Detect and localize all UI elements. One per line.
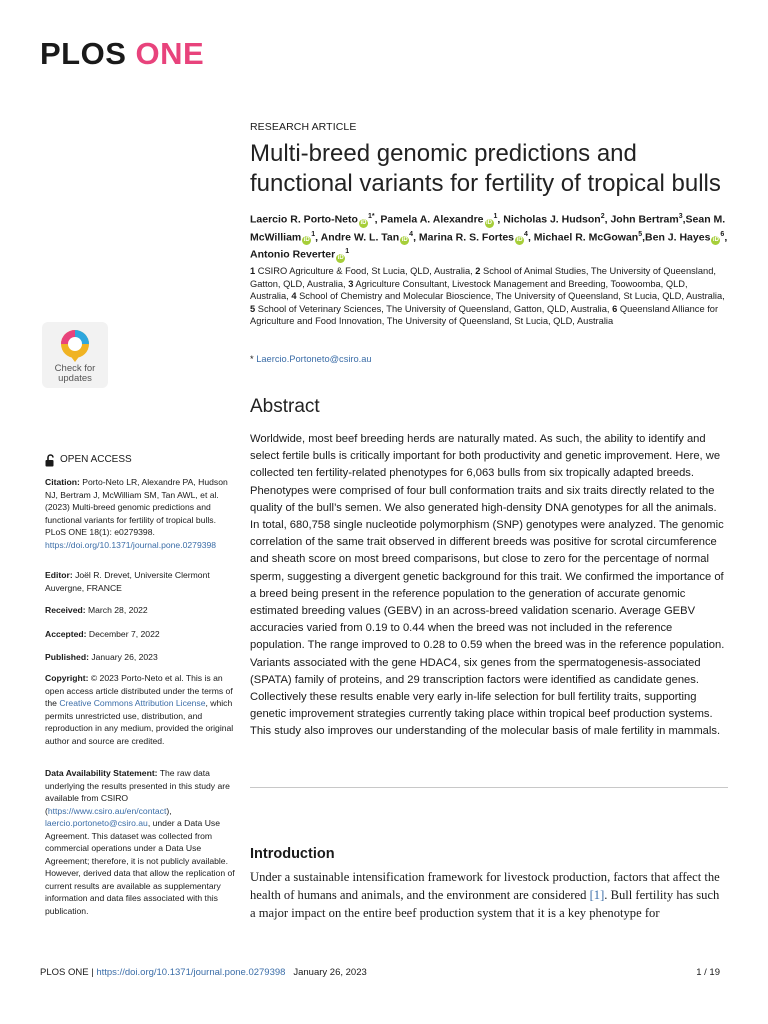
open-access [45, 454, 235, 467]
orcid-icon[interactable]: iD [337, 254, 344, 261]
received-label: Received: [45, 605, 86, 615]
published-label: Published: [45, 652, 89, 662]
citation-block [45, 476, 235, 551]
orcid-icon[interactable]: iD [712, 237, 719, 243]
author-separator: , [374, 213, 381, 226]
editor-label: Editor: [45, 570, 73, 580]
orcid-icon[interactable]: iD [303, 237, 310, 243]
affiliation-text: School of Chemistry and Molecular Bioscience, The University of Queensland, St Lucia, QLD, Australia, [296, 291, 725, 302]
author-separator: , [682, 213, 686, 226]
intro-text-after: . Bull fertility has such a major impact on the entire beef production system that it is a key phenotype for [250, 888, 720, 920]
affiliation-number: 5 [250, 303, 256, 314]
check-for-updates-label[interactable] [42, 364, 108, 384]
author-name[interactable]: Ben J. Hayes [645, 231, 711, 243]
check-for-updates-line2: updates [58, 373, 92, 384]
orcid-icon[interactable]: iD [516, 237, 523, 243]
corresponding-mark: * [250, 354, 254, 364]
copyright-text-b: , which permits unrestricted use, distribution, and reproduction in any medium, provided the original author and source are credited. [45, 698, 234, 746]
author-separator: , [604, 213, 611, 226]
affiliation-number: 6 [612, 303, 618, 314]
journal-logo [40, 36, 204, 72]
author-separator: , [527, 231, 534, 243]
open-lock-icon [45, 454, 56, 467]
reference-link-1[interactable]: [1] [589, 888, 605, 902]
section-divider [250, 787, 728, 788]
received-value: March 28, 2022 [85, 605, 148, 615]
author-name[interactable]: Marina R. S. Fortes [418, 231, 515, 243]
author-name[interactable]: Sean M. McWilliam [250, 213, 726, 243]
page-number: 1 / 19 [696, 967, 720, 978]
page-footer [40, 967, 367, 978]
footer-doi-link[interactable]: https://doi.org/10.1371/journal.pone.0279398 [96, 967, 286, 978]
data-availability-text-a: The raw data underlying the results presented in this study are available from CSIRO ( [45, 768, 230, 816]
accepted-date [45, 628, 235, 641]
abstract-text: Worldwide, most beef breeding herds are naturally mated. As such, the ability to identify and select fertile bulls is critically important for both productivity and genetic improvement. Here, we collected ten fertility-related phenotypes for 6,063 bulls from six tropically adapted breeds. Phenotypes were comprised of four bull conformation traits and six traits directly related to the quality of the bull’s semen. We also generated high-density DNA genotypes for all the animals. In total, 680,758 single nucleotide polymorphism (SNP) genotypes were analyzed. The genomic correlation of the same trait observed in different breeds was positive for scrotal circumference and sheath score on most breed comparisons, but close to zero for the percentage of normal sperm, suggesting a divergent genetic background for this trait. We confirmed the importance of a breed being present in the reference population to the generation of accurate genomic estimated breeding values (GEBV) in an across-breed validation scenario. Average GEBV accuracies varied from 0.19 to 0.44 when the breed was not included in the reference population. The range improved to 0.28 to 0.59 when the breed was in the reference population. Variants associated with the gene HDAC4, six genes from the spermatogenesis-associated (SPATA) family of proteins, and 29 transcription factors were identified as candidate genes. Collectively these results enable very early in-life selection for bull fertility traits, supporting genetic improvement strategies currently taking place within tropical beef production systems. This study also improves our understanding of the molecular basis of male fertility in mammals. [250, 433, 725, 738]
author-affiliation-marker: 2 [600, 213, 605, 220]
affiliations [250, 265, 728, 328]
published-date [45, 651, 235, 664]
accepted-label: Accepted: [45, 629, 87, 639]
introduction-text [250, 868, 728, 922]
article-type: RESEARCH ARTICLE [250, 121, 357, 133]
copyright-text-a: © 2023 Porto-Neto et al. This is an open access article distributed under the terms of the [45, 673, 233, 708]
author-separator: , [413, 231, 419, 243]
affiliation-text: School of Animal Studies, The University of Queensland, Gatton, QLD, Australia, [250, 266, 716, 289]
author-affiliation-marker: 6 [720, 230, 725, 238]
orcid-icon[interactable]: iD [486, 219, 493, 226]
abstract-heading: Abstract [250, 396, 320, 417]
data-availability-text-b: ), [166, 805, 172, 816]
orcid-icon[interactable]: iD [401, 237, 408, 243]
affiliation-text: Queensland Alliance for Agriculture and Food Innovation, The University of Queensland, St Lucia, QLD, Australia [250, 303, 719, 327]
journal-name-one: ONE [135, 36, 205, 71]
author-affiliation-marker: 1* [367, 213, 375, 220]
citation-doi-link[interactable]: https://doi.org/10.1371/journal.pone.0279398 [45, 539, 217, 550]
received-date [45, 604, 235, 617]
data-availability-text-c: , under a Data Use Agreement. This dataset was collected from commercial operations under a Data Use Agreement; therefore, it is not publicly available. However, derived data that allow the replication of current results are available as supplementary information and data files associated with this publication. [45, 818, 235, 916]
author-affiliation-marker: 5 [638, 230, 643, 238]
author-affiliation-marker: 1 [493, 213, 498, 220]
email-link[interactable]: laercio.portoneto@csiro.au [45, 818, 148, 828]
author-name[interactable]: Laercio R. Porto-Neto [250, 213, 358, 226]
author-affiliation-marker: 3 [678, 213, 683, 220]
introduction-heading: Introduction [250, 846, 335, 862]
citation-label: Citation: [45, 477, 80, 487]
footer-separator: | [88, 967, 97, 978]
author-affiliation-marker: 1 [345, 248, 350, 255]
author-name[interactable]: Pamela A. Alexandre [380, 213, 484, 226]
affiliation-number: 2 [475, 266, 481, 276]
footer-date: January 26, 2023 [293, 967, 367, 978]
author-name[interactable]: Antonio Reverter [250, 248, 336, 261]
author-affiliation-marker: 4 [409, 230, 414, 238]
journal-name-plos: PLOS [40, 36, 127, 71]
editor-text: Joël R. Drevet, Universite Clermont Auvergne, FRANCE [45, 570, 210, 593]
corresponding-author [250, 354, 728, 364]
author-separator: , [497, 213, 504, 226]
author-list [250, 210, 728, 263]
affiliation-text: Agriculture Consultant, Livestock Management and Breeding, Toowoomba, QLD, Australia, [250, 278, 688, 302]
license-link[interactable]: Creative Commons Attribution License [59, 698, 206, 708]
citation-text: Porto-Neto LR, Alexandre PA, Hudson NJ, Bertram J, McWilliam SM, Tan AWL, et al. (2023) Multi-breed genomic predictions and functional variants for fertility of tropical bulls. PLoS ONE 18(1): e0279398. [45, 477, 228, 537]
affiliation-number: 1 [250, 266, 256, 276]
author-name[interactable]: John Bertram [610, 213, 679, 226]
copyright-label: Copyright: [45, 673, 89, 683]
author-name[interactable]: Michael R. McGowan [533, 231, 639, 243]
affiliation-number: 3 [348, 278, 354, 289]
affiliation-text: CSIRO Agriculture & Food, St Lucia, QLD, Australia, [255, 266, 476, 276]
author-separator: , [642, 231, 646, 243]
data-availability-label: Data Availability Statement: [45, 768, 158, 778]
orcid-icon[interactable]: iD [360, 219, 367, 226]
article-title: Multi-breed genomic predictions and functional variants for fertility of tropical bulls [250, 140, 721, 197]
author-affiliation-marker: 1 [311, 230, 316, 238]
author-separator: , [724, 231, 728, 243]
copyright-block [45, 672, 235, 747]
open-access-label: OPEN ACCESS [60, 454, 132, 466]
csiro-contact-link[interactable]: https://www.csiro.au/en/contact [47, 805, 167, 816]
footer-journal: PLOS ONE [40, 967, 89, 978]
data-availability-block [45, 767, 235, 917]
published-value: January 26, 2023 [88, 652, 158, 662]
author-affiliation-marker: 4 [524, 230, 528, 238]
accepted-value: December 7, 2022 [86, 629, 160, 639]
intro-text-before: Under a sustainable intensification framework for livestock production, factors that affect the health of humans and animals, and the environment are considered [250, 870, 720, 902]
corresponding-email-link[interactable]: Laercio.Portoneto@csiro.au [256, 354, 372, 364]
author-name[interactable]: Nicholas J. Hudson [503, 213, 601, 226]
affiliation-text: School of Veterinary Sciences, The University of Queensland, Gatton, QLD, Australia, [255, 303, 613, 314]
editor-block [45, 569, 235, 594]
affiliation-number: 4 [291, 291, 297, 302]
author-name[interactable]: Andre W. L. Tan [320, 231, 400, 243]
check-for-updates-line1: Check for [54, 363, 96, 374]
author-separator: , [315, 231, 321, 243]
